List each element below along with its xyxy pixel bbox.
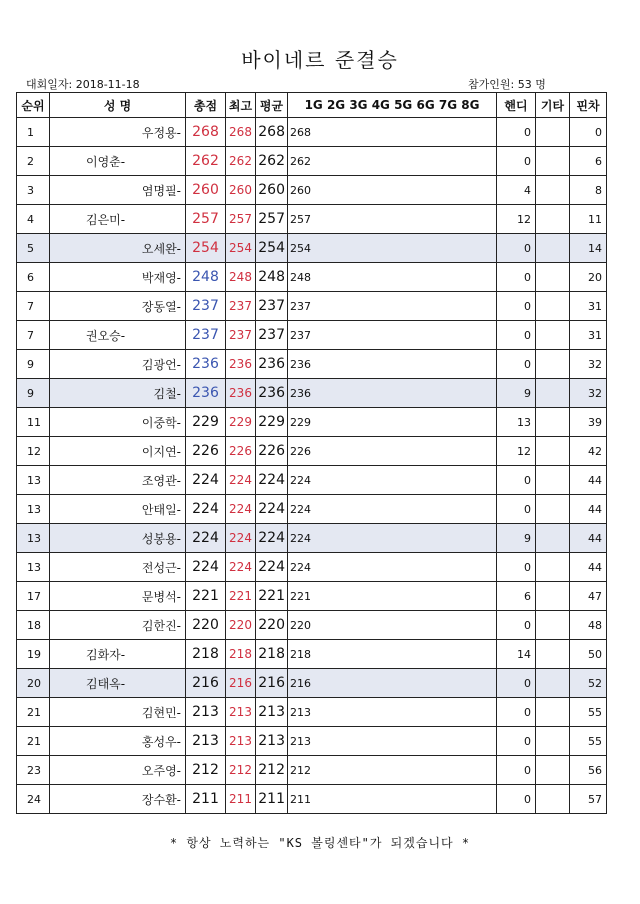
table-row (17, 234, 607, 263)
avg-cell: 236 (256, 379, 288, 408)
handicap-cell: 12 (497, 205, 536, 234)
rank-cell: 13 (17, 495, 50, 524)
total-cell: 213 (186, 698, 226, 727)
name-cell: 김태옥- (50, 669, 186, 698)
pin-difference-cell: 57 (570, 785, 607, 814)
name-cell: 염명필- (50, 176, 186, 205)
document-title: 바이네르 준결승 (241, 48, 399, 72)
high-cell: 257 (226, 205, 256, 234)
high-cell: 213 (226, 698, 256, 727)
table-row (17, 785, 607, 814)
etc-cell (536, 292, 570, 321)
avg-cell: 236 (256, 350, 288, 379)
total-cell: 226 (186, 437, 226, 466)
handicap-cell: 0 (497, 495, 536, 524)
etc-cell (536, 611, 570, 640)
col-games: 1G 2G 3G 4G 5G 6G 7G 8G (288, 93, 497, 118)
high-cell: 262 (226, 147, 256, 176)
high-cell: 236 (226, 379, 256, 408)
total-cell: 268 (186, 118, 226, 147)
table-row (17, 408, 607, 437)
pin-difference-cell: 0 (570, 118, 607, 147)
col-pin: 핀차 (570, 93, 607, 118)
rank-cell: 17 (17, 582, 50, 611)
rank-cell: 7 (17, 321, 50, 350)
rank-cell: 20 (17, 669, 50, 698)
etc-cell (536, 698, 570, 727)
rank-cell: 4 (17, 205, 50, 234)
rank-cell: 24 (17, 785, 50, 814)
games-cell: 248 (288, 263, 497, 292)
handicap-cell: 0 (497, 466, 536, 495)
col-avg: 평균 (256, 93, 288, 118)
avg-cell: 260 (256, 176, 288, 205)
games-cell: 254 (288, 234, 497, 263)
pin-difference-cell: 44 (570, 495, 607, 524)
high-cell: 229 (226, 408, 256, 437)
table-row (17, 118, 607, 147)
avg-cell: 216 (256, 669, 288, 698)
etc-cell (536, 205, 570, 234)
handicap-cell: 0 (497, 669, 536, 698)
avg-cell: 224 (256, 495, 288, 524)
etc-cell (536, 147, 570, 176)
rank-cell: 6 (17, 263, 50, 292)
high-cell: 218 (226, 640, 256, 669)
avg-cell: 268 (256, 118, 288, 147)
total-cell: 224 (186, 466, 226, 495)
handicap-cell: 9 (497, 524, 536, 553)
table-row (17, 176, 607, 205)
name-cell: 권오승- (50, 321, 186, 350)
avg-cell: 220 (256, 611, 288, 640)
avg-cell: 262 (256, 147, 288, 176)
etc-cell (536, 234, 570, 263)
games-cell: 226 (288, 437, 497, 466)
games-cell: 262 (288, 147, 497, 176)
games-cell: 218 (288, 640, 497, 669)
total-cell: 211 (186, 785, 226, 814)
name-cell: 이지연- (50, 437, 186, 466)
name-cell: 전성근- (50, 553, 186, 582)
etc-cell (536, 727, 570, 756)
pin-difference-cell: 55 (570, 727, 607, 756)
avg-cell: 211 (256, 785, 288, 814)
pin-difference-cell: 42 (570, 437, 607, 466)
participant-count: 참가인원: 53 명 (468, 78, 546, 91)
etc-cell (536, 350, 570, 379)
name-cell: 김화자- (50, 640, 186, 669)
col-rank: 순위 (17, 93, 50, 118)
high-cell: 237 (226, 321, 256, 350)
rank-cell: 5 (17, 234, 50, 263)
handicap-cell: 0 (497, 727, 536, 756)
table-row (17, 263, 607, 292)
pin-difference-cell: 8 (570, 176, 607, 205)
high-cell: 220 (226, 611, 256, 640)
etc-cell (536, 118, 570, 147)
etc-cell (536, 466, 570, 495)
handicap-cell: 0 (497, 698, 536, 727)
rank-cell: 18 (17, 611, 50, 640)
rank-cell: 23 (17, 756, 50, 785)
handicap-cell: 0 (497, 118, 536, 147)
pin-difference-cell: 55 (570, 698, 607, 727)
games-cell: 224 (288, 524, 497, 553)
table-row (17, 698, 607, 727)
avg-cell: 257 (256, 205, 288, 234)
table-row (17, 524, 607, 553)
handicap-cell: 0 (497, 321, 536, 350)
avg-cell: 224 (256, 553, 288, 582)
pin-difference-cell: 44 (570, 524, 607, 553)
handicap-cell: 0 (497, 292, 536, 321)
avg-cell: 221 (256, 582, 288, 611)
name-cell: 이영춘- (50, 147, 186, 176)
total-cell: 237 (186, 321, 226, 350)
high-cell: 224 (226, 524, 256, 553)
etc-cell (536, 582, 570, 611)
total-cell: 224 (186, 495, 226, 524)
name-cell: 조영관- (50, 466, 186, 495)
high-cell: 260 (226, 176, 256, 205)
etc-cell (536, 176, 570, 205)
pin-difference-cell: 32 (570, 350, 607, 379)
col-name: 성 명 (50, 93, 186, 118)
total-cell: 224 (186, 524, 226, 553)
rank-cell: 3 (17, 176, 50, 205)
games-cell: 221 (288, 582, 497, 611)
rank-cell: 12 (17, 437, 50, 466)
avg-cell: 224 (256, 524, 288, 553)
table-row (17, 350, 607, 379)
pin-difference-cell: 52 (570, 669, 607, 698)
high-cell: 226 (226, 437, 256, 466)
handicap-cell: 0 (497, 611, 536, 640)
table-row (17, 147, 607, 176)
table-row (17, 640, 607, 669)
avg-cell: 237 (256, 292, 288, 321)
pin-difference-cell: 31 (570, 292, 607, 321)
games-cell: 212 (288, 756, 497, 785)
games-cell: 237 (288, 292, 497, 321)
high-cell: 268 (226, 118, 256, 147)
handicap-cell: 12 (497, 437, 536, 466)
handicap-cell: 0 (497, 756, 536, 785)
table-row (17, 727, 607, 756)
pin-difference-cell: 50 (570, 640, 607, 669)
avg-cell: 218 (256, 640, 288, 669)
avg-cell: 213 (256, 727, 288, 756)
event-date: 대회일자: 2018-11-18 (26, 78, 140, 91)
high-cell: 237 (226, 292, 256, 321)
table-row (17, 321, 607, 350)
pin-difference-cell: 56 (570, 756, 607, 785)
games-cell: 224 (288, 553, 497, 582)
total-cell: 262 (186, 147, 226, 176)
name-cell: 김은미- (50, 205, 186, 234)
pin-difference-cell: 32 (570, 379, 607, 408)
table-row (17, 582, 607, 611)
name-cell: 오주영- (50, 756, 186, 785)
games-cell: 268 (288, 118, 497, 147)
footer-slogan: * 항상 노력하는 "KS 볼링센타"가 되겠습니다 * (169, 836, 471, 850)
high-cell: 236 (226, 350, 256, 379)
high-cell: 224 (226, 495, 256, 524)
avg-cell: 254 (256, 234, 288, 263)
table-row (17, 611, 607, 640)
rank-cell: 19 (17, 640, 50, 669)
etc-cell (536, 640, 570, 669)
col-etc: 기타 (536, 93, 570, 118)
games-cell: 237 (288, 321, 497, 350)
pin-difference-cell: 44 (570, 466, 607, 495)
avg-cell: 237 (256, 321, 288, 350)
games-cell: 229 (288, 408, 497, 437)
col-high: 최고 (226, 93, 256, 118)
etc-cell (536, 495, 570, 524)
handicap-cell: 0 (497, 234, 536, 263)
total-cell: 260 (186, 176, 226, 205)
games-cell: 220 (288, 611, 497, 640)
high-cell: 224 (226, 466, 256, 495)
avg-cell: 248 (256, 263, 288, 292)
table-row (17, 437, 607, 466)
name-cell: 성봉용- (50, 524, 186, 553)
games-cell: 224 (288, 466, 497, 495)
etc-cell (536, 321, 570, 350)
avg-cell: 226 (256, 437, 288, 466)
total-cell: 248 (186, 263, 226, 292)
avg-cell: 229 (256, 408, 288, 437)
table-row (17, 292, 607, 321)
name-cell: 장동열- (50, 292, 186, 321)
etc-cell (536, 756, 570, 785)
etc-cell (536, 379, 570, 408)
total-cell: 236 (186, 350, 226, 379)
high-cell: 216 (226, 669, 256, 698)
handicap-cell: 0 (497, 350, 536, 379)
pin-difference-cell: 11 (570, 205, 607, 234)
etc-cell (536, 437, 570, 466)
high-cell: 221 (226, 582, 256, 611)
rank-cell: 13 (17, 524, 50, 553)
pin-difference-cell: 47 (570, 582, 607, 611)
results-table (16, 92, 607, 814)
etc-cell (536, 553, 570, 582)
name-cell: 장수환- (50, 785, 186, 814)
total-cell: 220 (186, 611, 226, 640)
table-row (17, 669, 607, 698)
name-cell: 김광언- (50, 350, 186, 379)
pin-difference-cell: 31 (570, 321, 607, 350)
games-cell: 213 (288, 727, 497, 756)
handicap-cell: 13 (497, 408, 536, 437)
name-cell: 안태일- (50, 495, 186, 524)
high-cell: 248 (226, 263, 256, 292)
name-cell: 김철- (50, 379, 186, 408)
pin-difference-cell: 44 (570, 553, 607, 582)
games-cell: 224 (288, 495, 497, 524)
rank-cell: 21 (17, 698, 50, 727)
rank-cell: 21 (17, 727, 50, 756)
name-cell: 김현민- (50, 698, 186, 727)
total-cell: 216 (186, 669, 226, 698)
table-row (17, 205, 607, 234)
high-cell: 254 (226, 234, 256, 263)
total-cell: 221 (186, 582, 226, 611)
total-cell: 224 (186, 553, 226, 582)
col-handicap: 핸디 (497, 93, 536, 118)
games-cell: 236 (288, 379, 497, 408)
pin-difference-cell: 48 (570, 611, 607, 640)
avg-cell: 213 (256, 698, 288, 727)
rank-cell: 13 (17, 466, 50, 495)
total-cell: 212 (186, 756, 226, 785)
high-cell: 213 (226, 727, 256, 756)
rank-cell: 9 (17, 379, 50, 408)
table-row (17, 553, 607, 582)
handicap-cell: 0 (497, 785, 536, 814)
high-cell: 224 (226, 553, 256, 582)
avg-cell: 224 (256, 466, 288, 495)
table-row (17, 756, 607, 785)
rank-cell: 9 (17, 350, 50, 379)
handicap-cell: 0 (497, 553, 536, 582)
header-row (17, 93, 607, 118)
etc-cell (536, 524, 570, 553)
total-cell: 229 (186, 408, 226, 437)
pin-difference-cell: 6 (570, 147, 607, 176)
games-cell: 213 (288, 698, 497, 727)
name-cell: 홍성우- (50, 727, 186, 756)
total-cell: 213 (186, 727, 226, 756)
games-cell: 260 (288, 176, 497, 205)
table-row (17, 495, 607, 524)
name-cell: 이중학- (50, 408, 186, 437)
handicap-cell: 0 (497, 263, 536, 292)
name-cell: 김한진- (50, 611, 186, 640)
games-cell: 257 (288, 205, 497, 234)
avg-cell: 212 (256, 756, 288, 785)
handicap-cell: 9 (497, 379, 536, 408)
total-cell: 237 (186, 292, 226, 321)
col-total: 총점 (186, 93, 226, 118)
table-row (17, 466, 607, 495)
high-cell: 211 (226, 785, 256, 814)
rank-cell: 2 (17, 147, 50, 176)
games-cell: 211 (288, 785, 497, 814)
pin-difference-cell: 14 (570, 234, 607, 263)
name-cell: 박재영- (50, 263, 186, 292)
etc-cell (536, 408, 570, 437)
rank-cell: 11 (17, 408, 50, 437)
handicap-cell: 14 (497, 640, 536, 669)
pin-difference-cell: 20 (570, 263, 607, 292)
etc-cell (536, 263, 570, 292)
high-cell: 212 (226, 756, 256, 785)
name-cell: 오세완- (50, 234, 186, 263)
total-cell: 254 (186, 234, 226, 263)
handicap-cell: 4 (497, 176, 536, 205)
total-cell: 218 (186, 640, 226, 669)
rank-cell: 13 (17, 553, 50, 582)
name-cell: 문병석- (50, 582, 186, 611)
total-cell: 236 (186, 379, 226, 408)
rank-cell: 7 (17, 292, 50, 321)
etc-cell (536, 669, 570, 698)
handicap-cell: 0 (497, 147, 536, 176)
name-cell: 우정용- (50, 118, 186, 147)
rank-cell: 1 (17, 118, 50, 147)
games-cell: 216 (288, 669, 497, 698)
total-cell: 257 (186, 205, 226, 234)
etc-cell (536, 785, 570, 814)
games-cell: 236 (288, 350, 497, 379)
pin-difference-cell: 39 (570, 408, 607, 437)
table-row (17, 379, 607, 408)
handicap-cell: 6 (497, 582, 536, 611)
